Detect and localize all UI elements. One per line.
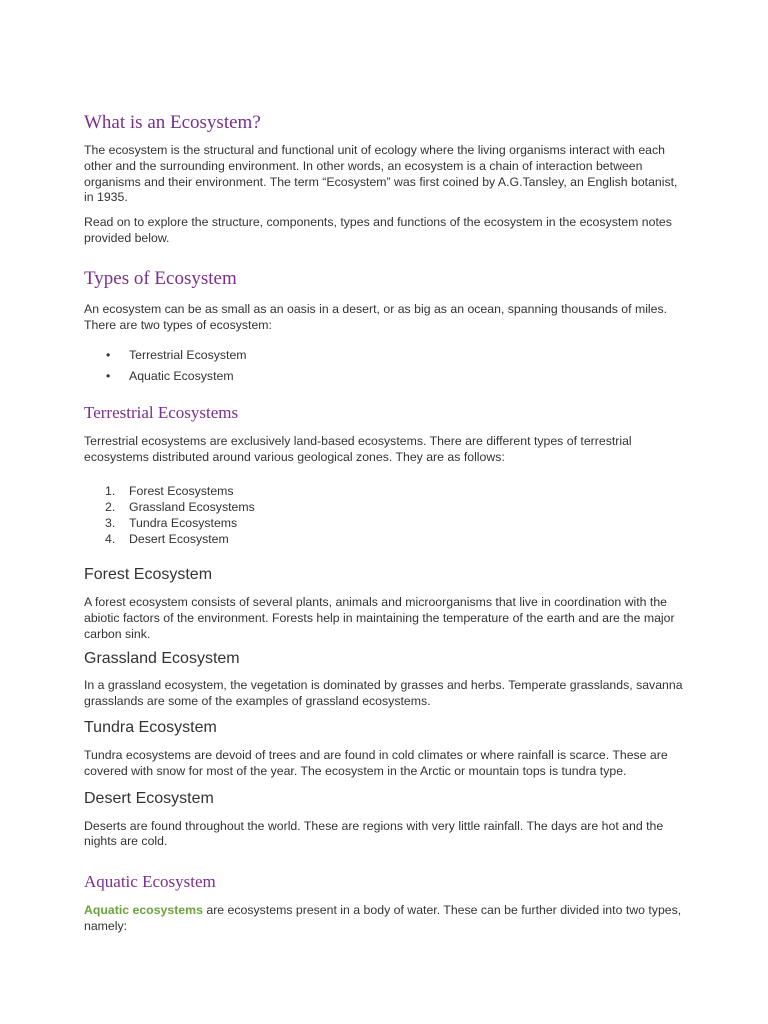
paragraph-grassland: In a grassland ecosystem, the vegetation is dominated by grasses and herbs. Temperate grasslands, savanna grasslands are some of the examples of grassland ecosystems. [84, 678, 683, 709]
list-item-label: Grassland Ecosystems [129, 499, 255, 514]
list-item-label: Forest Ecosystems [129, 483, 234, 498]
paragraph-types-intro: An ecosystem can be as small as an oasis in a desert, or as big as an ocean, spanning thousands of miles. There are two types of ecosystem: [84, 301, 668, 332]
heading-types-of-ecosystem: Types of Ecosystem [84, 267, 237, 289]
paragraph-ecosystem-definition: The ecosystem is the structural and functional unit of ecology where the living organisms interact with each other and the surrounding environment. In other words, an ecosystem is a chain of interaction between organisms and their environment. The term “Ecosystem” was first coined by A.G.Tansley, an English botanist, in 1935. [84, 143, 678, 205]
heading-tundra-ecosystem: Tundra Ecosystem [84, 718, 217, 736]
list-item-label: Aquatic Ecosystem [129, 369, 234, 384]
heading-what-is-ecosystem: What is an Ecosystem? [84, 112, 261, 133]
heading-desert-ecosystem: Desert Ecosystem [84, 789, 214, 807]
list-item-label: Terrestrial Ecosystem [129, 348, 247, 363]
list-item-number: 1. [105, 483, 116, 498]
paragraph-read-on: Read on to explore the structure, components, types and functions of the ecosystem in the ecosystem notes provided below. [84, 215, 672, 245]
document-content [84, 111, 689, 935]
terrestrial-numbered-list [84, 483, 689, 547]
list-item-label: Tundra Ecosystems [129, 515, 238, 530]
list-item [84, 499, 689, 515]
paragraph-aquatic [84, 903, 689, 935]
heading-aquatic-ecosystem: Aquatic Ecosystem [84, 872, 216, 892]
paragraph-tundra: Tundra ecosystems are devoid of trees and are found in cold climates or where rainfall is scarce. These are covered with snow for most of the year. The ecosystem in the Arctic or mountain tops is tundra type. [84, 747, 668, 778]
list-item [84, 345, 689, 366]
bullet-icon: • [106, 369, 111, 384]
list-item-number: 4. [105, 531, 116, 546]
paragraph-aquatic-text: are ecosystems present in a body of water. These can be further divided into two types, namely: [84, 903, 682, 933]
heading-grassland-ecosystem: Grassland Ecosystem [84, 650, 240, 668]
list-item [84, 531, 689, 547]
paragraph-terrestrial-intro: Terrestrial ecosystems are exclusively land-based ecosystems. There are different types of terrestrial ecosystems distributed around various geological zones. They are as follows: [84, 434, 632, 465]
list-item-label: Desert Ecosystem [129, 531, 229, 546]
heading-terrestrial-ecosystems: Terrestrial Ecosystems [84, 403, 239, 423]
heading-forest-ecosystem: Forest Ecosystem [84, 565, 213, 583]
bullet-icon: • [106, 348, 111, 363]
list-item-number: 2. [105, 499, 116, 514]
list-item [84, 366, 689, 387]
aquatic-ecosystems-link[interactable]: Aquatic ecosystems [84, 903, 203, 918]
paragraph-desert: Deserts are found throughout the world. These are regions with very little rainfall. The days are hot and the nights are cold. [84, 818, 664, 849]
list-item [84, 483, 689, 499]
list-item-number: 3. [105, 515, 116, 530]
paragraph-forest: A forest ecosystem consists of several plants, animals and microorganisms that live in coordination with the abiotic factors of the environment. Forests help in maintaining the temperature of the earth and are the major carbon sink. [84, 594, 675, 641]
types-bullet-list [84, 345, 689, 387]
list-item [84, 515, 689, 531]
